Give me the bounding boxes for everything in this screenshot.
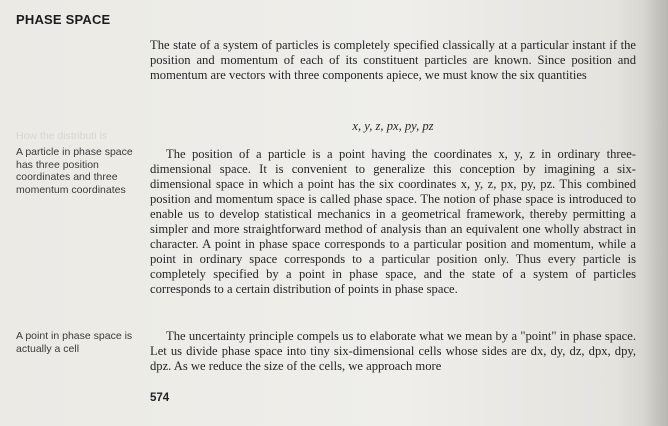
section-heading: PHASE SPACE [16,12,111,27]
page-edge-shadow [642,0,668,426]
paragraph-3: The uncertainty principle compels us to elaborate what we mean by a "point" in phase space. Let us divide phase space into tiny six-dimensional cells whose sides are dx, dy, dz, dpx, dpy, dpz. As we reduce the size of the cells, we approach more [150,329,636,373]
coordinates-equation: x, y, z, px, py, pz [352,119,434,133]
paragraph-2: The position of a particle is a point having the coordinates x, y, z in ordinary three-dimensional space. It is convenient to generalize this conception by imagining a six-dimensional space in which a point has the six coordinates x, y, z, px, py, pz. This combined position and momentum space is called phase space. The notion of phase space is introduced to enable us to develop statistical mechanics in a geometrical framework, thereby permitting a simpler and more straightforward method of analysis than an equivalent one wholly abstract in character. A point in phase space corresponds to a particular position and momentum, while a point in ordinary space corresponds to a particular position only. Thus every particle is completely specified by a point in phase space, and the state of a system of particles corresponds to a certain distribution of points in phase space. [150,147,636,296]
margin-note-particle: A particle in phase space has three position coordinates and three momentum coordinates [16,146,133,196]
paragraph-1: The state of a system of particles is completely specified classically at a particular instant if the position and momentum of each of its constituent particles are known. Since position and momentum are vectors with three components apiece, we must know the six quantities [150,38,636,82]
bleed-through-text: How the distributi is [16,130,108,142]
page-number: 574 [150,392,170,404]
margin-note-cell: A point in phase space is actually a cell [16,330,133,355]
